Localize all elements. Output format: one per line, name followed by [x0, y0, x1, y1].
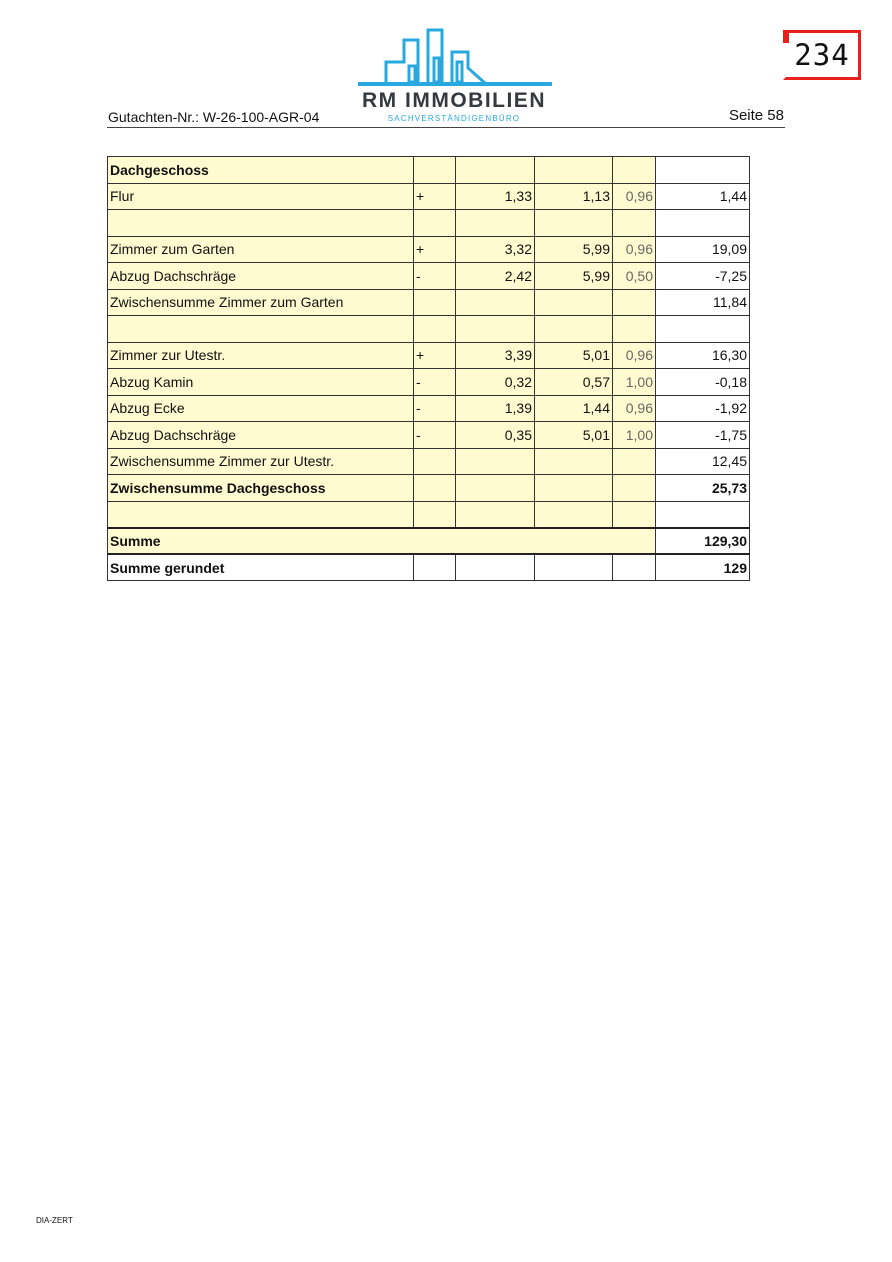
row-sign: [414, 157, 456, 184]
row-label: Zwischensumme Zimmer zur Utestr.: [108, 448, 414, 475]
row-label: Dachgeschoss: [108, 157, 414, 184]
row-width: [535, 316, 613, 343]
row-label: Abzug Kamin: [108, 369, 414, 396]
table-row: [108, 316, 750, 343]
row-sign: +: [414, 236, 456, 263]
row-length: 0,35: [456, 422, 535, 449]
row-length: [456, 289, 535, 316]
report-reference: Gutachten-Nr.: W-26-100-AGR-04: [108, 109, 320, 125]
table-row: [108, 157, 750, 184]
row-width: [535, 501, 613, 528]
table-row: [108, 422, 750, 449]
table-row: [108, 210, 750, 237]
row-label: Flur: [108, 183, 414, 210]
row-length: 2,42: [456, 263, 535, 290]
row-sign: +: [414, 183, 456, 210]
row-area: -1,92: [656, 395, 750, 422]
row-factor: 0,50: [613, 263, 656, 290]
row-label: [108, 316, 414, 343]
row-width: [535, 475, 613, 502]
row-sign: -: [414, 422, 456, 449]
area-calculation-table: [107, 156, 750, 581]
table-row: [108, 183, 750, 210]
row-width: 5,01: [535, 342, 613, 369]
empty-cell: [613, 554, 656, 581]
row-factor: 1,00: [613, 369, 656, 396]
page-stamp-number: 234: [794, 38, 850, 72]
row-area: 1,44: [656, 183, 750, 210]
summe-gerundet-value: 129: [656, 554, 750, 581]
row-width: 0,57: [535, 369, 613, 396]
row-length: 3,32: [456, 236, 535, 263]
row-label: [108, 210, 414, 237]
row-length: [456, 448, 535, 475]
summe-gerundet-label: Summe gerundet: [108, 554, 414, 581]
row-sign: [414, 475, 456, 502]
row-factor: [613, 210, 656, 237]
table-row: [108, 501, 750, 528]
row-width: [535, 289, 613, 316]
row-sign: [414, 316, 456, 343]
row-area: 12,45: [656, 448, 750, 475]
row-label: Zwischensumme Zimmer zum Garten: [108, 289, 414, 316]
row-sign: [414, 289, 456, 316]
empty-cell: [414, 554, 456, 581]
row-sign: -: [414, 395, 456, 422]
row-area: -0,18: [656, 369, 750, 396]
row-area: -7,25: [656, 263, 750, 290]
row-sign: [414, 210, 456, 237]
table-row: [108, 395, 750, 422]
empty-cell: [535, 554, 613, 581]
row-factor: 0,96: [613, 342, 656, 369]
row-length: 3,39: [456, 342, 535, 369]
table-row: [108, 289, 750, 316]
logo-title: RM IMMOBILIEN: [362, 89, 546, 112]
row-area: [656, 157, 750, 184]
row-length: 1,33: [456, 183, 535, 210]
summe-value: 129,30: [656, 528, 750, 555]
row-factor: [613, 475, 656, 502]
row-area: -1,75: [656, 422, 750, 449]
logo-subtitle: SACHVERSTÄNDIGENBÜRO: [387, 114, 521, 123]
company-logo: [356, 22, 552, 126]
row-width: 1,44: [535, 395, 613, 422]
row-sign: [414, 501, 456, 528]
row-factor: 0,96: [613, 395, 656, 422]
row-area: [656, 210, 750, 237]
row-factor: [613, 448, 656, 475]
row-label: [108, 501, 414, 528]
row-label: Abzug Dachschräge: [108, 263, 414, 290]
row-width: 1,13: [535, 183, 613, 210]
row-width: 5,99: [535, 263, 613, 290]
table-row: [108, 236, 750, 263]
row-length: [456, 316, 535, 343]
row-area: [656, 316, 750, 343]
row-factor: [613, 289, 656, 316]
row-length: [456, 157, 535, 184]
page-stamp-corner: [783, 30, 789, 43]
row-width: 5,99: [535, 236, 613, 263]
row-factor: [613, 157, 656, 184]
row-length: 1,39: [456, 395, 535, 422]
row-factor: 0,96: [613, 236, 656, 263]
row-width: [535, 157, 613, 184]
row-label: Abzug Ecke: [108, 395, 414, 422]
table-row: [108, 263, 750, 290]
row-width: 5,01: [535, 422, 613, 449]
row-sign: [414, 448, 456, 475]
table-row: [108, 369, 750, 396]
row-area: [656, 501, 750, 528]
row-label: Zwischensumme Dachgeschoss: [108, 475, 414, 502]
row-sign: -: [414, 263, 456, 290]
table-row: [108, 475, 750, 502]
header-divider: [107, 127, 785, 128]
row-area: 25,73: [656, 475, 750, 502]
table-row: [108, 342, 750, 369]
summe-label: Summe: [108, 528, 656, 555]
row-area: 19,09: [656, 236, 750, 263]
row-length: [456, 501, 535, 528]
page-stamp: [783, 30, 861, 80]
row-factor: 1,00: [613, 422, 656, 449]
row-label: Zimmer zum Garten: [108, 236, 414, 263]
row-area: 16,30: [656, 342, 750, 369]
page-label: Seite 58: [728, 107, 784, 124]
row-sign: -: [414, 369, 456, 396]
row-factor: [613, 501, 656, 528]
row-length: [456, 210, 535, 237]
summe-gerundet-row: [108, 554, 750, 581]
row-width: [535, 210, 613, 237]
row-factor: 0,96: [613, 183, 656, 210]
row-sign: +: [414, 342, 456, 369]
row-factor: [613, 316, 656, 343]
row-label: Zimmer zur Utestr.: [108, 342, 414, 369]
empty-cell: [456, 554, 535, 581]
row-label: Abzug Dachschräge: [108, 422, 414, 449]
summe-row: [108, 528, 750, 555]
row-area: 11,84: [656, 289, 750, 316]
table-body: [108, 157, 750, 581]
row-width: [535, 448, 613, 475]
building-skyline-icon: [356, 22, 552, 88]
footer-label: DIA-ZERT: [36, 1216, 73, 1225]
table-row: [108, 448, 750, 475]
row-length: 0,32: [456, 369, 535, 396]
row-length: [456, 475, 535, 502]
